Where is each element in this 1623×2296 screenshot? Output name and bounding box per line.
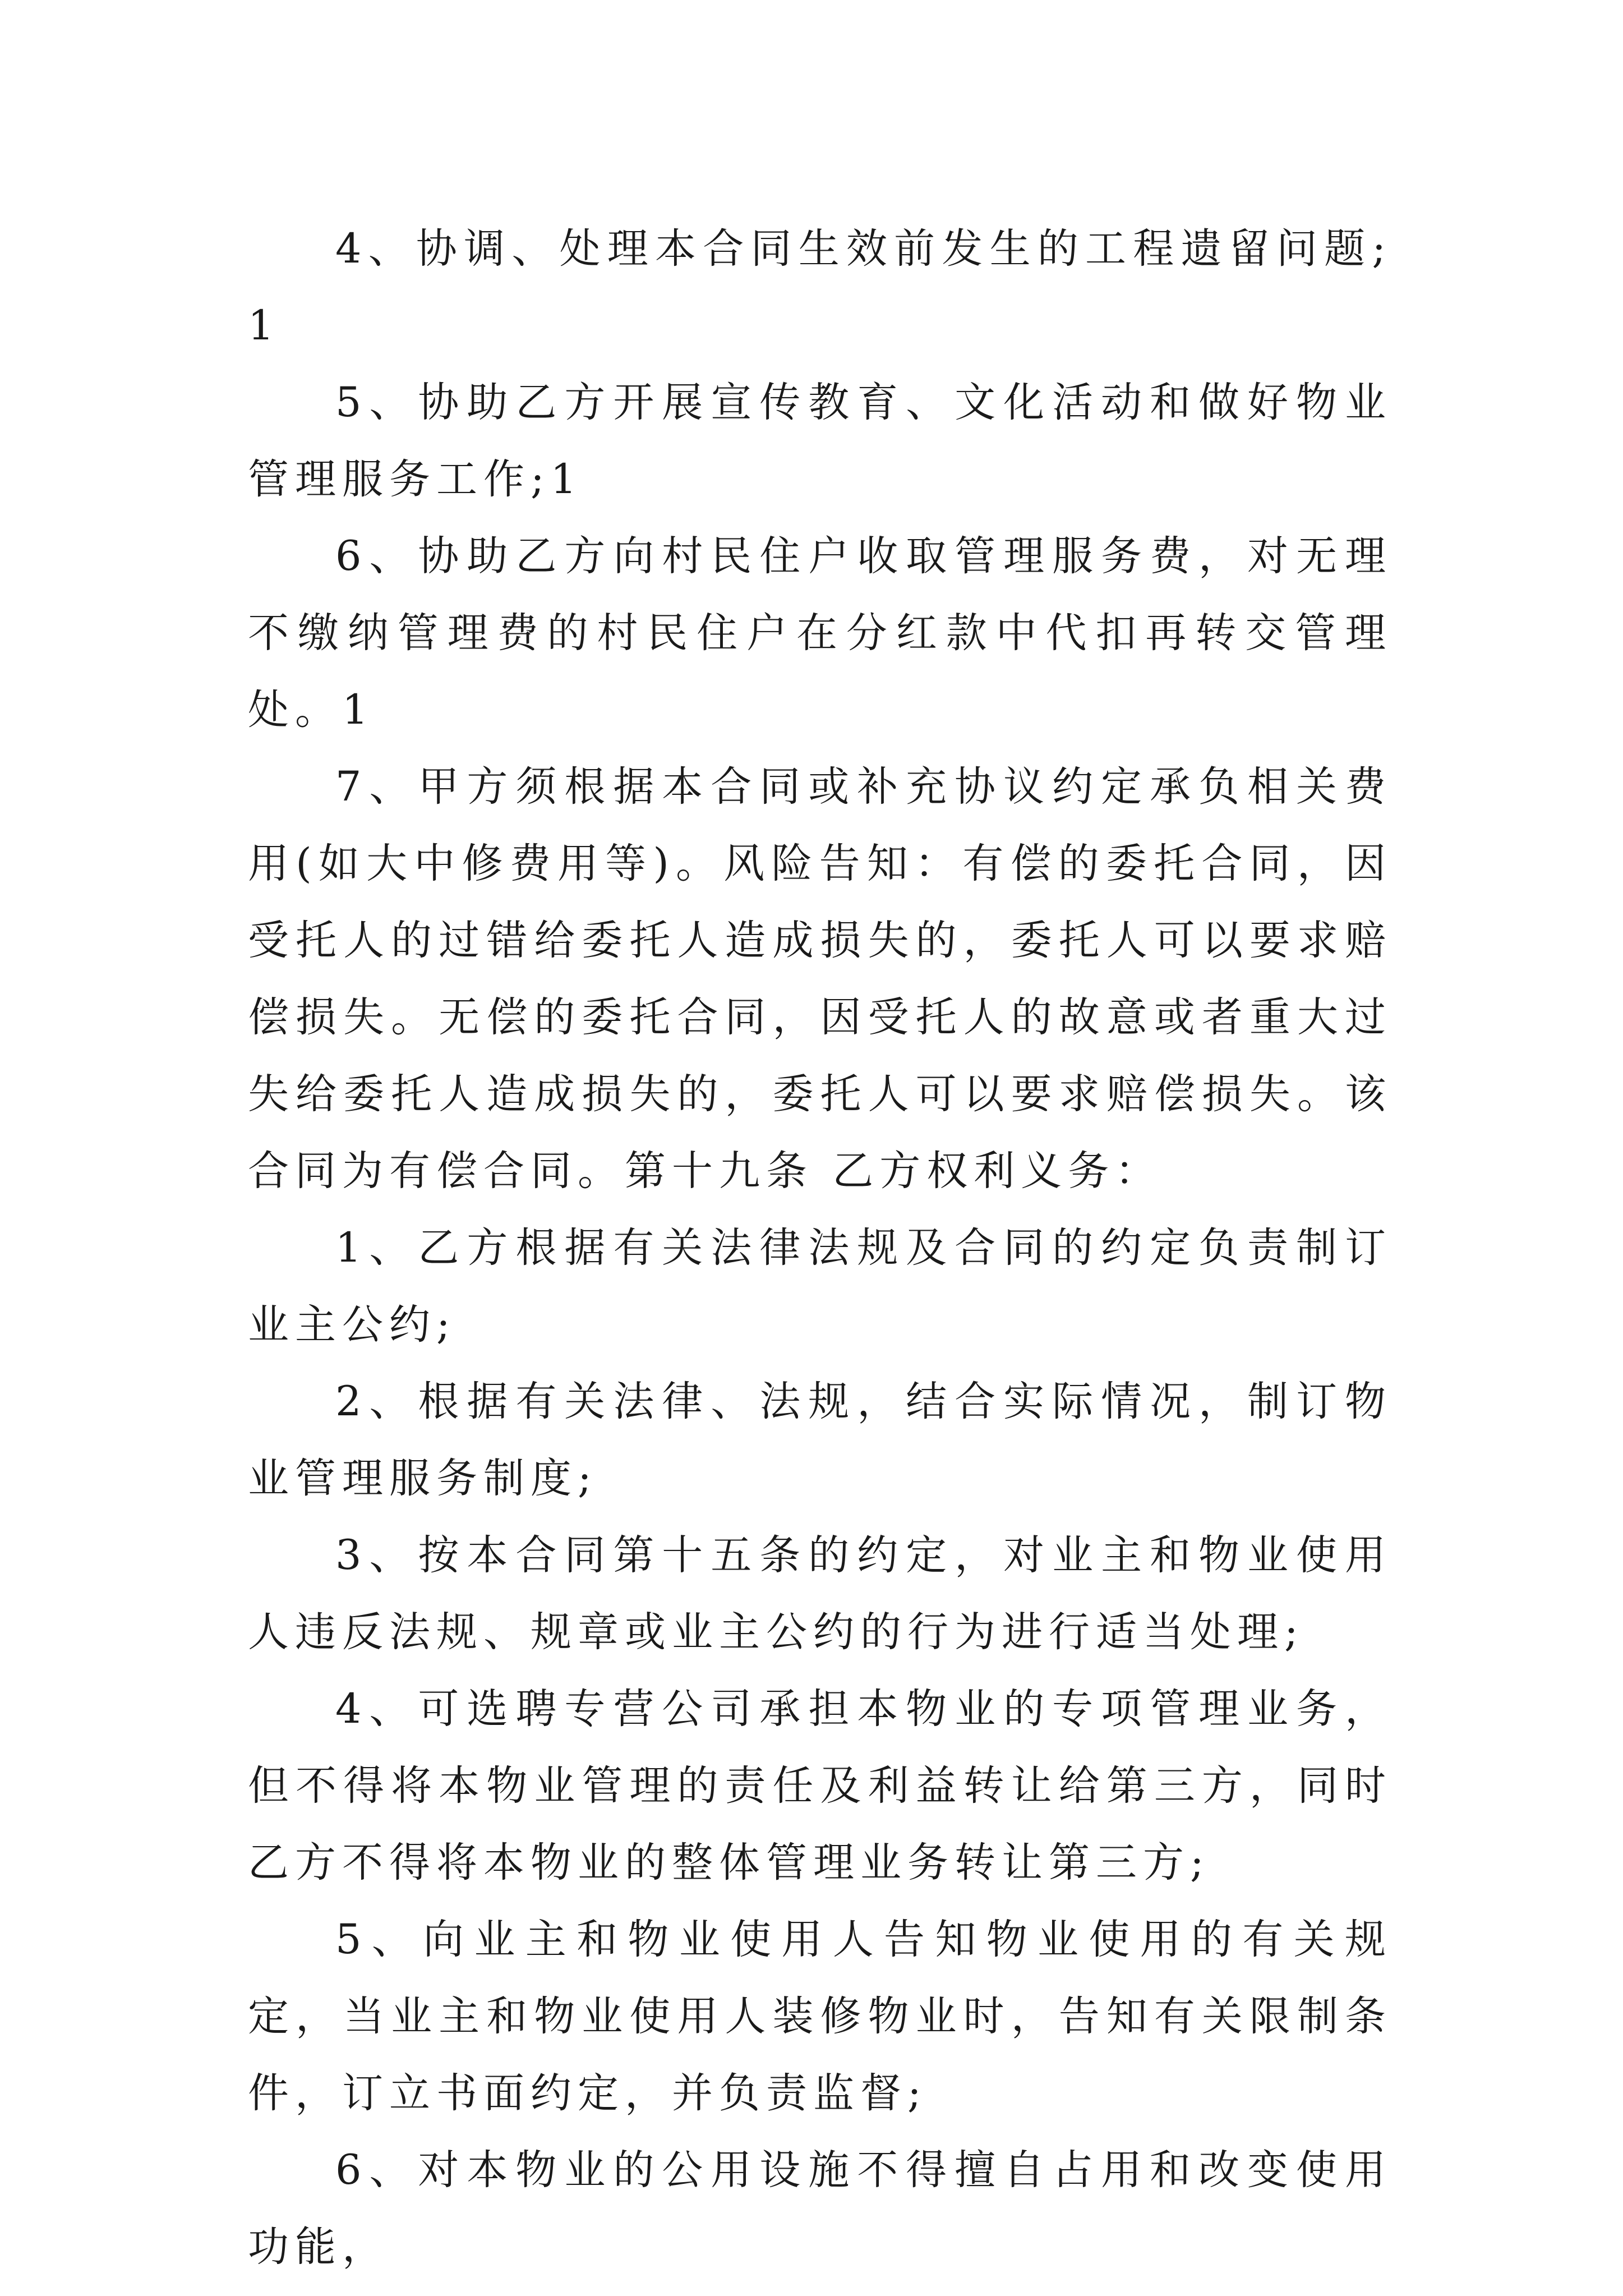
paragraph-item-5: 5、协助乙方开展宣传教育、文化活动和做好物业管理服务工作;1 [248,379,1392,503]
paragraph-party-b-3: 3、按本合同第十五条的约定，对业主和物业使用人违反法规、规章或业主公约的行为进行适当处理; [248,1531,1392,1656]
paragraph-party-b-4: 4、可选聘专营公司承担本物业的专项管理业务，但不得将本物业管理的责任及利益转让给第三方，同时乙方不得将本物业的整体管理业务转让第三方; [248,1685,1392,1887]
paragraph-party-b-6: 6、对本物业的公用设施不得擅自占用和改变使用功能， [248,2146,1392,2271]
paragraph-item-7: 7、甲方须根据本合同或补充协议约定承负相关费用(如大中修费用等)。风险告知：有偿的委托合同，因受托人的过错给委托人造成损失的，委托人可以要求赔偿损失。无偿的委托合同，因受托人的故意或者重大过失给委托人造成损失的，委托人可以要求赔偿损失。该合同为有偿合同。第十九条 乙方权利义务： [248,763,1392,1195]
document-body [248,210,1392,2285]
paragraph-party-b-1: 1、乙方根据有关法律法规及合同的约定负责制订业主公约; [248,1224,1392,1349]
paragraph-party-b-5: 5、向业主和物业使用人告知物业使用的有关规定，当业主和物业使用人装修物业时，告知有关限制条件，订立书面约定，并负责监督; [248,1916,1392,2117]
paragraph-party-b-2: 2、根据有关法律、法规，结合实际情况，制订物业管理服务制度; [248,1378,1392,1502]
paragraph-item-6: 6、协助乙方向村民住户收取管理服务费，对无理不缴纳管理费的村民住户在分红款中代扣再转交管理处。1 [248,532,1392,734]
paragraph-item-4: 4、协调、处理本合同生效前发生的工程遗留问题;1 [248,225,1392,349]
